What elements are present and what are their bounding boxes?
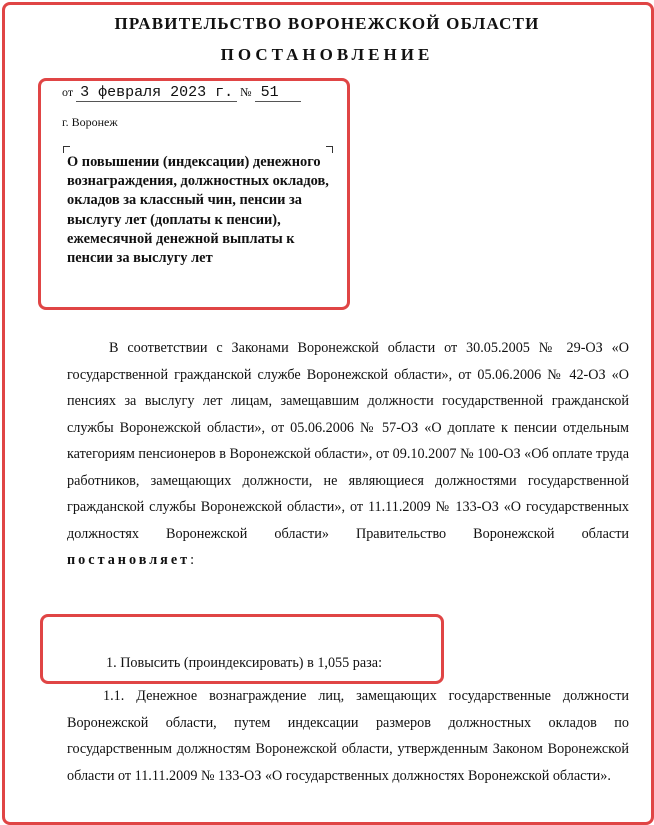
decree-colon: : xyxy=(190,552,195,568)
document-date: 3 февраля 2023 г. xyxy=(76,84,237,102)
number-prefix: № xyxy=(240,85,252,99)
document-number: 51 xyxy=(255,84,301,102)
decree-highlight-box xyxy=(40,614,444,684)
item-1: 1. Повысить (проиндексировать) в 1,055 раза: xyxy=(106,655,383,671)
document-city: г. Воронеж xyxy=(62,115,118,129)
document-type-title: ПОСТАНОВЛЕНИЕ xyxy=(220,45,434,64)
preamble-text: В соответствии с Законами Воронежской области от 30.05.2005 № 29-ОЗ «О государственной гражданской службе Воронежской области», от 05.06.2006 № 42-ОЗ «О пенсиях за выслугу лет лицам, замещавшим должности государственной гражданской службы Воронежской области», от 05.06.2006 № 57-ОЗ «О доплате к пенсии отдельным категориям пенсионеров в Воронежской области», от 09.10.2007 № 100-ОЗ «Об оплате труда работников, замещающих должности, не являющиеся должностями государственной гражданской службы Воронежской области», от 11.11.2009 № 133-ОЗ «О государственных должностях Воронежской области» Правительство Воронежской области xyxy=(67,340,629,542)
government-title: ПРАВИТЕЛЬСТВО ВОРОНЕЖСКОЙ ОБЛАСТИ xyxy=(114,14,540,33)
decree-word: постановляет xyxy=(67,552,191,568)
document-subject: О повышении (индексации) денежного вознаграждения, должностных окладов, окладов за классный чин, пенсии за выслугу лет (доплаты к пенсии), ежемесячной денежной выплаты к пенсии за выслугу лет xyxy=(67,154,329,267)
item-1-1: 1.1. Денежное вознаграждение лиц, замещающих государственные должности Воронежской области, путем индексации размеров должностных окладов по государственным должностям Воронежской области, утвержденным Законом Воронежской области от 11.11.2009 № 133-ОЗ «О государственных должностях Воронежской области». xyxy=(67,688,629,784)
date-prefix: от xyxy=(62,85,74,99)
requisites-highlight-box xyxy=(38,78,350,310)
preamble-paragraph xyxy=(67,335,629,574)
